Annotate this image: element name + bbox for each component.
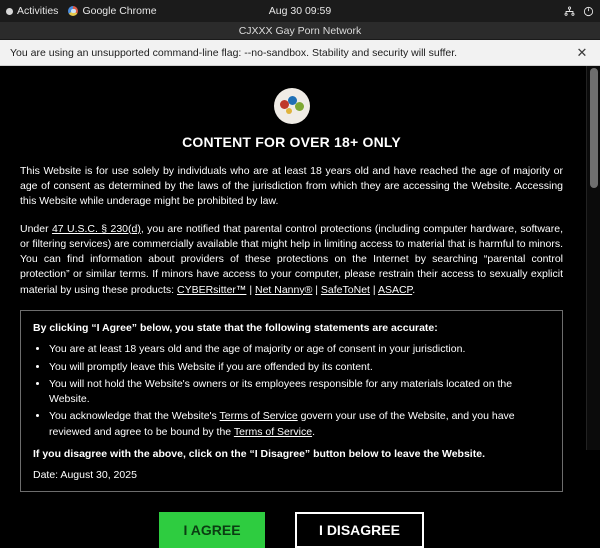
app-menu-label: Google Chrome: [82, 5, 157, 17]
list-item: • You are at least 18 years old and the age of majority or age of consent in your jurisdiction.: [49, 342, 550, 357]
date-stamp: Date: August 30, 2025: [33, 468, 137, 481]
action-button-row: [20, 512, 563, 548]
system-top-bar: [0, 0, 600, 22]
system-status-area[interactable]: [564, 6, 594, 17]
top-bar-left: [6, 5, 157, 17]
agreement-box: [20, 310, 563, 492]
sep-2: |: [312, 283, 321, 296]
list-item: • You will not hold the Website's owners or its employees responsible for any materials located on the Website.: [49, 377, 550, 407]
infobar-message: You are using an unsupported command-line flag: --no-sandbox. Stability and security will suffer.: [10, 46, 458, 59]
app-menu-google-chrome[interactable]: [68, 5, 156, 17]
list-item: [49, 409, 550, 439]
scrollbar-thumb[interactable]: [590, 68, 598, 188]
link-net-nanny[interactable]: Net Nanny®: [255, 283, 313, 296]
link-cybersitter[interactable]: CYBERsitter™: [177, 283, 247, 296]
activities-button[interactable]: [6, 5, 58, 17]
link-47-usc-230d[interactable]: 47 U.S.C. § 230(d): [51, 222, 141, 235]
link-safetonet[interactable]: SafeToNet: [320, 283, 370, 296]
command-line-flag-infobar: [0, 40, 600, 66]
clock[interactable]: Aug 30 09:59: [268, 5, 332, 17]
bullet4-mid: govern your use of the Website, and you have reviewed and agree to be bound by the: [49, 410, 515, 438]
age-verification-content: [0, 66, 583, 548]
bullet4-end: .: [312, 425, 315, 438]
agreement-intro: By clicking “I Agree” below, you state that the following statements are accurate:: [33, 321, 438, 334]
browser-window-title: CJXXX Gay Porn Network: [0, 22, 600, 40]
power-icon: [583, 6, 594, 17]
link-asacp[interactable]: ASACP: [377, 283, 413, 296]
parental-controls-paragraph: [20, 222, 563, 298]
logo-icon: [274, 88, 310, 124]
sep-1: |: [246, 283, 255, 296]
bullet4-pre: You acknowledge that the Website's: [49, 410, 220, 423]
activities-icon: [6, 8, 13, 15]
logo-dot-green: [295, 102, 304, 111]
list-item: • You will promptly leave this Website if you are offended by its content.: [49, 360, 550, 375]
paragraph2-end: .: [412, 283, 416, 296]
agreement-bullet-list: [49, 342, 550, 439]
disagree-note: If you disagree with the above, click on the “I Disagree” button below to leave the Website.: [33, 447, 485, 460]
paragraph2-mid: , you are notified that parental control protections (including computer hardware, software, or filtering services) are commercially available that might help in limiting access to material that is harmful to minors. You can find information about providers of these protections on the Internet by searching “parental control protection” or similar terms. If minors have access to your computer, please restrain their access to sexually explicit material by using these products:: [20, 222, 564, 296]
logo-dot-yellow: [286, 108, 292, 114]
page-title: CONTENT FOR OVER 18+ ONLY: [182, 134, 401, 150]
network-icon: [564, 6, 575, 17]
age-requirement-paragraph: This Website is for use solely by individuals who are at least 18 years old and have reached the age of majority or age of consent as determined by the laws of the jurisdiction from which they are accessing the Website. Accessing this Website while underage might be prohibited by law.: [20, 165, 563, 208]
link-terms-of-service-1[interactable]: Terms of Service: [219, 410, 298, 423]
page-scrollbar[interactable]: [586, 66, 600, 450]
page-viewport: [0, 66, 600, 538]
site-logo: [20, 88, 563, 124]
chrome-icon: [68, 6, 78, 16]
sep-3: |: [369, 283, 378, 296]
disagree-button[interactable]: I DISAGREE: [295, 512, 424, 548]
agree-button[interactable]: I AGREE: [159, 512, 265, 548]
activities-label: Activities: [17, 5, 59, 17]
link-terms-of-service-2[interactable]: Terms of Service: [233, 425, 313, 438]
paragraph2-pre: Under: [20, 222, 52, 235]
close-icon[interactable]: ✕: [576, 44, 588, 60]
